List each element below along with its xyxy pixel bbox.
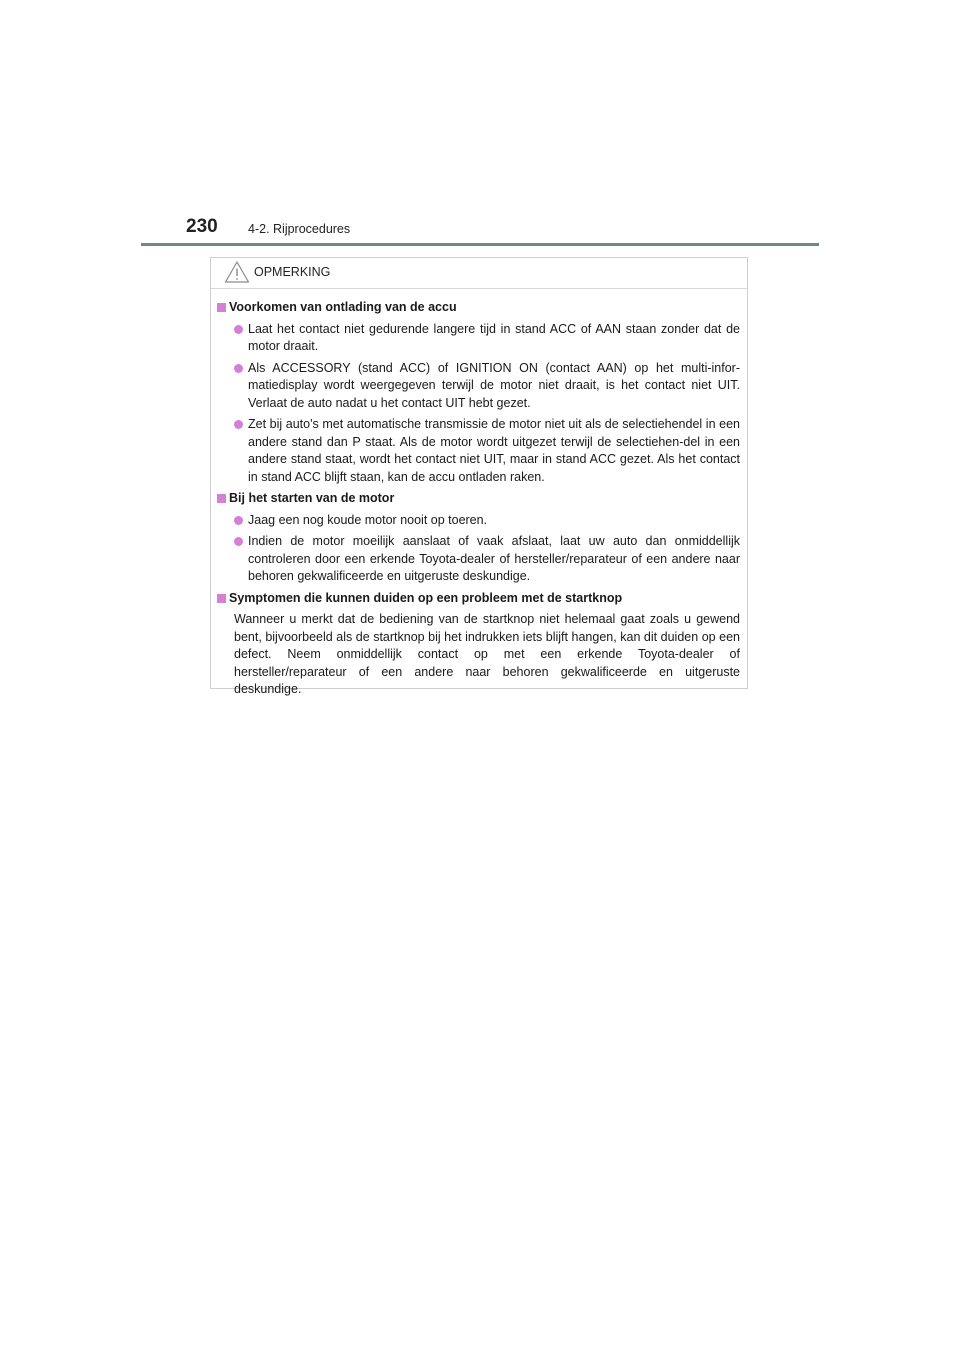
warning-triangle-icon [224, 260, 250, 284]
notice-title: OPMERKING [254, 265, 331, 279]
round-bullet-icon [234, 364, 243, 373]
round-bullet-icon [234, 516, 243, 525]
section-heading-text: Bij het starten van de motor [229, 491, 395, 505]
list-item-text: Zet bij auto's met automatische transmissie de motor niet uit als de selectiehendel in een andere stand dan P staat. Als de motor wordt uitgezet terwijl de selectiehen-del in een andere stand staat, wordt het contact niet UIT, maar in stand ACC gezet. Als het contact in stand ACC blijft staan, kan de accu ontladen raken. [248, 417, 740, 484]
page-number: 230 [186, 216, 218, 237]
list-item-text: Indien de motor moeilijk aanslaat of vaak afslaat, laat uw auto dan onmiddellijk controleren door een erkende Toyota-dealer of hersteller/reparateur of een andere naar behoren gekwalificeerde en uitgeruste deskundige. [248, 534, 740, 583]
notice-box [210, 257, 748, 696]
list-item [217, 512, 740, 530]
list-item [217, 533, 740, 586]
list-item [217, 321, 740, 356]
square-bullet-icon [217, 594, 226, 603]
list-item [217, 360, 740, 413]
round-bullet-icon [234, 420, 243, 429]
section-heading [217, 590, 740, 608]
list-item-text: Laat het contact niet gedurende langere tijd in stand ACC of AAN staan zonder dat de motor draait. [248, 321, 740, 353]
section-title: 4-2. Rijprocedures [248, 222, 351, 236]
section-heading [217, 299, 740, 317]
round-bullet-icon [234, 537, 243, 546]
round-bullet-icon [234, 325, 243, 334]
notice-body [211, 289, 747, 699]
list-item-text: Als ACCESSORY (stand ACC) of IGNITION ON (contact AAN) op het multi-infor-matiedisplay wordt weergegeven terwijl de motor niet draait, is het contact niet UIT. Verlaat de auto nadat u het contact UIT hebt gezet. [248, 360, 740, 410]
section-heading-text: Symptomen die kunnen duiden op een probleem met de startknop [229, 590, 623, 605]
list-item-text: Jaag een nog koude motor nooit op toeren. [248, 512, 488, 527]
header-divider [141, 243, 819, 246]
notice-header [211, 258, 747, 289]
section-paragraph: Wanneer u merkt dat de bediening van de startknop niet helemaal gaat zoals u gewend bent, bijvoorbeeld als de startknop bij het indrukken iets blijft hangen, kan dit duiden op een defect. Neem onmiddellijk contact op met een erkende Toyota-dealer of hersteller/reparateur of een andere naar behoren gekwalificeerde en uitgeruste deskundige. [234, 612, 740, 696]
square-bullet-icon [217, 494, 226, 503]
square-bullet-icon [217, 303, 226, 312]
list-item [217, 416, 740, 486]
section-heading [217, 490, 740, 508]
section-heading-text: Voorkomen van ontlading van de accu [229, 300, 457, 314]
